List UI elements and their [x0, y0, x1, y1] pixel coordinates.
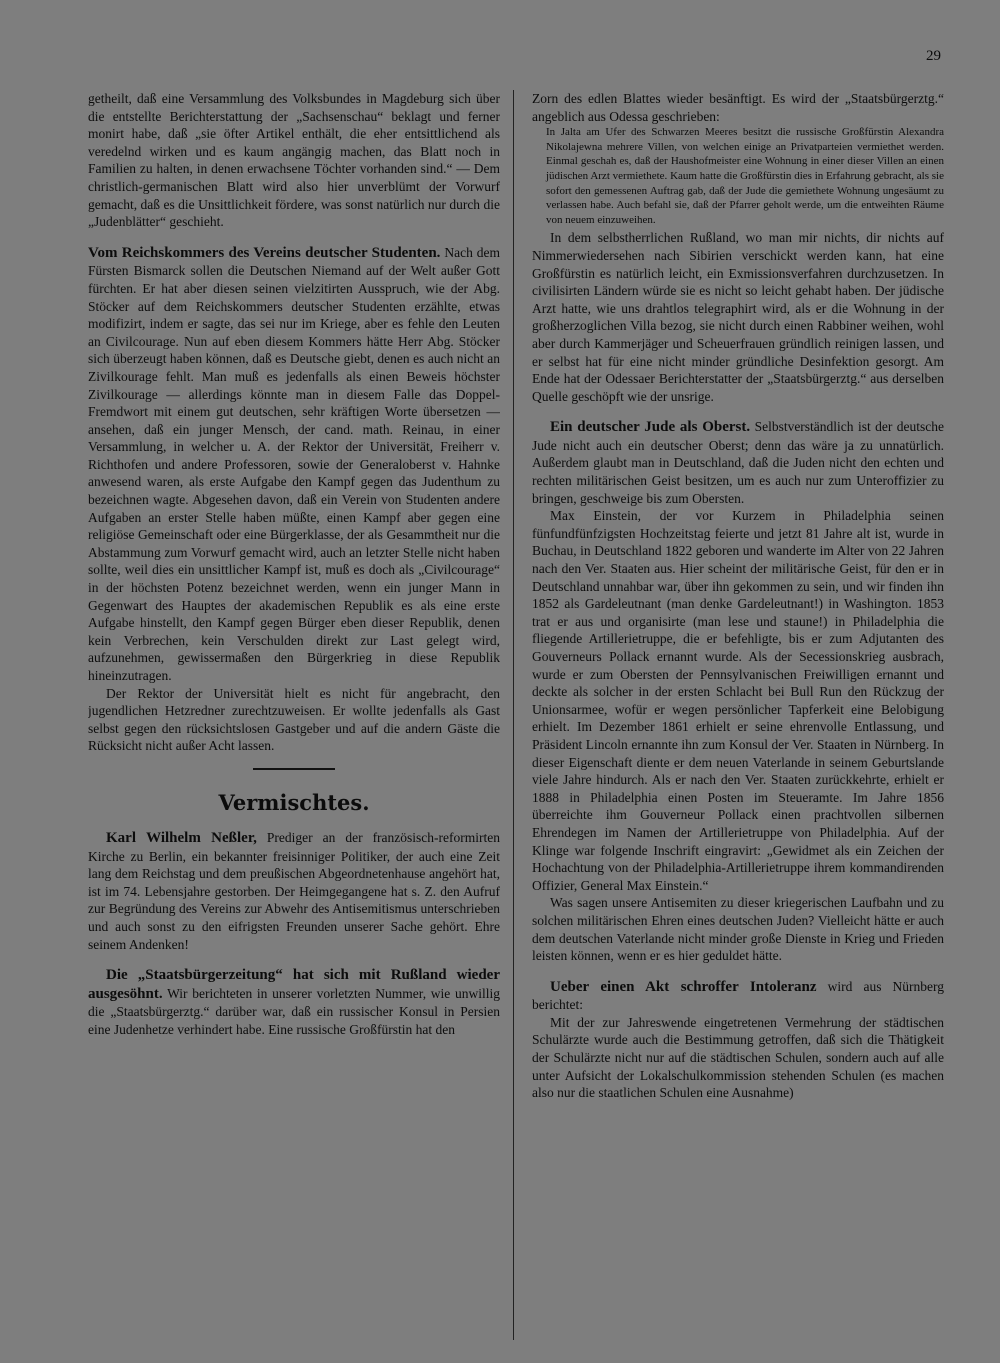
article-body: Der Rektor der Universität hielt es nicht für angebracht, den jugendlichen Hetzredner zurechtzuweisen. Er wollte jedenfalls als Gast selbst gegen den rücksichtslosen Gastgeber und auf die andern Gäste die Rücksicht nicht außer Acht lassen. — [88, 685, 500, 754]
article-body: Max Einstein, der vor Kurzem in Philadelphia seinen fünfundfünfzigsten Hochzeitstag feierte und jetzt 81 Jahre alt ist, wurde in Buchau, in Deutschland 1822 geboren und wanderte im Alter von 22 Jahren nach den Ver. Staaten aus. Hier scheint der militärische Geist, für den er in Deutschland unnahbar war, über ihn gekommen zu sein, und wir finden ihn 1852 als Gardeleutnant (man denke Gardeleutnant!) in Washington. 1853 trat er aus und organisirte (man lese und staune!) in Philadelphia die fliegende Artillerietruppe, die er befehligte, bis er zum Adjutanten des Gouverneurs Pollack ernannt wurde. Als der Secessionskrieg ausbrach, wurde er zum Obersten der Pennsylvanischen Freiwilligen ernannt und deckte als solcher in der ersten Schlacht bei Bull Run den Rückzug der Unionsarmee, wofür er wegen persönlicher Tapferkeit eine Belobigung erhielt. Im Dezember 1861 erhielt er seine ehrenvolle Entlassung, und Präsident Lincoln ernannte ihn zum Konsul der Ver. Staaten in Nürnberg. In dieser Eigenschaft diente er dem neuen Vaterlande in seinem Geburtslande viele Jahre hindurch. Als er nach den Ver. Staaten zurückkehrte, erhielt er 1888 in Philadelphia einen Posten im Steueramte. Im Jahre 1856 überreichte ihm Gouverneur Pollack einen prachtvollen silbernen Ehrendegen im Namen der Artillerietruppe von Philadelphia. Auf der Klinge war folgende Inschrift eingravirt: „Gewidmet als ein Zeichen der Hochachtung von der Philadelphia-Artillerietruppe ihrem kommandirenden Offizier, General Max Einstein.“ — [532, 508, 944, 893]
article-oberst — [532, 418, 944, 964]
article-body — [532, 418, 944, 507]
article-heading: Vom Reichskommers des Vereins deutscher Studenten. — [88, 244, 441, 261]
article-body: getheilt, daß eine Versammlung des Volksbundes in Magdeburg sich über die entstellte Berichterstattung der „Sachsenschau“ beklagt und ferner monirt habe, daß „sie öfter Artikel enthält, die eher entsittlichend als veredelnd wirken und es kaum angängig machen, das Blatt noch in Familien zu halten, in denen erwachsene Töchter vorhanden sind.“ — Dem christlich-germanischen Blatt wird also hier unverblümt der Vorwurf gemacht, daß es die Unsittlichkeit fördere, was sonst natürlich nur durch die „Judenblätter“ geschieht. — [88, 91, 500, 230]
page-number: 29 — [926, 48, 941, 64]
left-column — [88, 90, 500, 1315]
article-heading: Ueber einen Akt schroffer Intoleranz — [550, 978, 817, 995]
article-body — [532, 978, 944, 1014]
article-body: In dem selbstherrlichen Rußland, wo man mir nichts, dir nichts auf Nimmerwiedersehen nach Sibirien verschickt werden kann, hat eine Großfürstin es natürlich leicht, ein Exmissionsverfahren durchzusetzen. In civilisirten Ländern würde sie es nicht so leicht gehabt haben. Der jüdische Arzt hatte, wie uns drahtlos telegraphirt wird, als er die Wohnung in der großherzoglichen Villa bezog, sie nicht durch einen Rabbiner weihen, wohl aber durch Kammerjäger und Scheuerfrauen gründlich reinigen lassen, und er selbst hat für eine nicht minder gründliche Desinfektion gesorgt. Am Ende hat der Odessaer Berichterstatter der „Staatsbürgerztg.“ aus derselben Quelle geschöpft wie der unsrige. — [532, 230, 944, 404]
section-divider — [253, 768, 335, 770]
article-heading: Ein deutscher Jude als Oberst. — [550, 419, 751, 436]
article-heading: Karl Wilhelm Neßler, — [106, 829, 257, 846]
article-heading: Die „Staatsbürgerzeitung“ hat sich mit Rußland wieder ausgesöhnt. — [88, 967, 500, 1002]
article-text: Selbstverständlich ist der deutsche Jude nicht auch ein deutscher Oberst; denn das wäre ja zu unnatürlich. Außerdem glaubt man in Deutschland, daß die Juden nicht den echten und rechten militärischen Geist besitzen, um es auch nur zum Unteroffizier zu bringen, geschweige bis zum Obersten. — [532, 419, 944, 506]
article-text: Prediger an der französisch-reformirten Kirche zu Berlin, ein bekannter freisinniger Politiker, der auch eine Zeit lang dem Reichstag und dem preußischen Abgeordnetenhause angehört hat, ist im 74. Lebensjahre gestorben. Der Heimgegangene hat s. Z. den Aufruf zur Begründung des Vereins zur Abwehr des Antisemitismus unterschrieben und auch sonst zu den eifrigsten Freunden unserer Sache gehört. Ehre seinem Andenken! — [88, 829, 500, 952]
article-body: Was sagen unsere Antisemiten zu dieser kriegerischen Laufbahn und zu solchen militärischen Ehren eines deutschen Juden? Vielleicht hätte er auch dem deutschen Vaterlande nicht minder große Dienste in Krieg und Frieden leisten können, wenn er es hier geduldet hätte. — [532, 895, 944, 964]
article-reichskommers — [88, 244, 500, 755]
article-nessler — [88, 829, 500, 953]
article-text: Wir berichteten in unserer vorletzten Nummer, wie unwillig die „Staatsbürgerztg.“ darüber war, daß ein russischer Konsul in Persien eine Judenhetze verhindert habe. Eine russische Großfürstin hat den — [88, 985, 500, 1037]
column-divider — [513, 90, 514, 1340]
article-staatsbuergerzeitung-continued — [532, 90, 944, 405]
article-body — [88, 829, 500, 953]
article-text: Nach dem Fürsten Bismarck sollen die Deutschen Niemand auf der Welt außer Gott fürchten. Er hat aber diesen seinen vielzitirten Ausspruch, wie der Abg. Stöcker auf dem Reichskommers deutscher Studenten erzählte, etwas modifizirt, indem er sagte, das sei nur im Kriege, aber es fehle den Leuten an Civilcourage. Nun auf eben diesem Kommers hätte Herr Abg. Stöcker sich überzeugt haben können, daß es Deutsche giebt, denen es auch nicht an Zivilkourage fehlt. Man muß es jedenfalls als einen Beweis höchster Zivilkourage — allerdings könnte man in diesem Falle das Doppel-Fremdwort mit einem gut deutschen, sehr kräftigen Worte übersetzen — ansehen, daß ein junger Mensch, der cand. math. Reinau, in einer Versammlung, in welcher u. A. der Rektor der Universität, Freiherr v. Richthofen und andere Professoren, sowie der Generaloberst v. Hahnke anwesend waren, als erste Aufgabe den Kampf gegen das Judenthum zu bezeichnen wagte. Abgesehen davon, daß ein Verein von Studenten andere Aufgaben an erster Stelle haben müßte, einen Kampf aber gegen eine religiöse Gemeinschaft oder eine Bürgerklasse, der als Gesammtheit nur die Abstammung zum Vorwurf gemacht wird, auch an letzter Stelle nicht haben sollte, weil dies ein unsittlicher Kampf ist, muß es doch als „Civilcourage“ in der höchsten Potenz bezeichnet werden, wenn ein junger Mann in Gegenwart des Hauptes der akademischen Republik es als eine erste Aufgabe hinstellt, den Kampf gegen Bürger eben dieser Republik, denen kein Verbrechen, kein Verschulden direkt zur Last gelegt wird, aufzunehmen, gewissermaßen den Bürgerkrieg in diese Republik hineinzutragen. — [88, 244, 500, 683]
article-sachsenschau — [88, 90, 500, 231]
article-intoleranz — [532, 978, 944, 1102]
article-body — [88, 244, 500, 685]
article-text: wird aus Nürnberg berichtet: — [532, 978, 944, 1013]
article-staatsbuergerzeitung — [88, 966, 500, 1038]
quoted-report: In Jalta am Ufer des Schwarzen Meeres besitzt die russische Großfürstin Alexandra Nikolajewna mehrere Villen, von welchen einige an Privatparteien vermiethet werden. Einmal geschah es, daß der Haushofmeister eine Wohnung in einer dieser Villen an einen jüdischen Arzt vermiethete. Kaum hatte die Großfürstin dies in Erfahrung gebracht, als sie sofort den gemessenen Auftrag gab, daß der Jude die gemiethete Wohnung ungesäumt zu verlassen habe. Auch befahl sie, daß der Pfarrer geholt werde, um die entweihten Räume von neuem einzuweihen. — [546, 126, 944, 226]
article-body: Zorn des edlen Blattes wieder besänftigt. Es wird der „Staatsbürgerztg.“ angeblich aus Odessa geschrieben: — [532, 91, 944, 124]
article-body: Mit der zur Jahreswende eingetretenen Vermehrung der städtischen Schulärzte wurde auch die Bestimmung getroffen, daß sich die Thätigkeit der Schulärzte nicht nur auf die städtischen Schulen, sondern auch auf alle unter Aufsicht der Lokalschulkommission stehenden Schulen (es machen also nur die staatlichen Schulen eine Ausnahme) — [532, 1014, 944, 1101]
article-body — [88, 966, 500, 1038]
right-column — [532, 90, 944, 1315]
section-title: Vermischtes. — [218, 789, 370, 815]
